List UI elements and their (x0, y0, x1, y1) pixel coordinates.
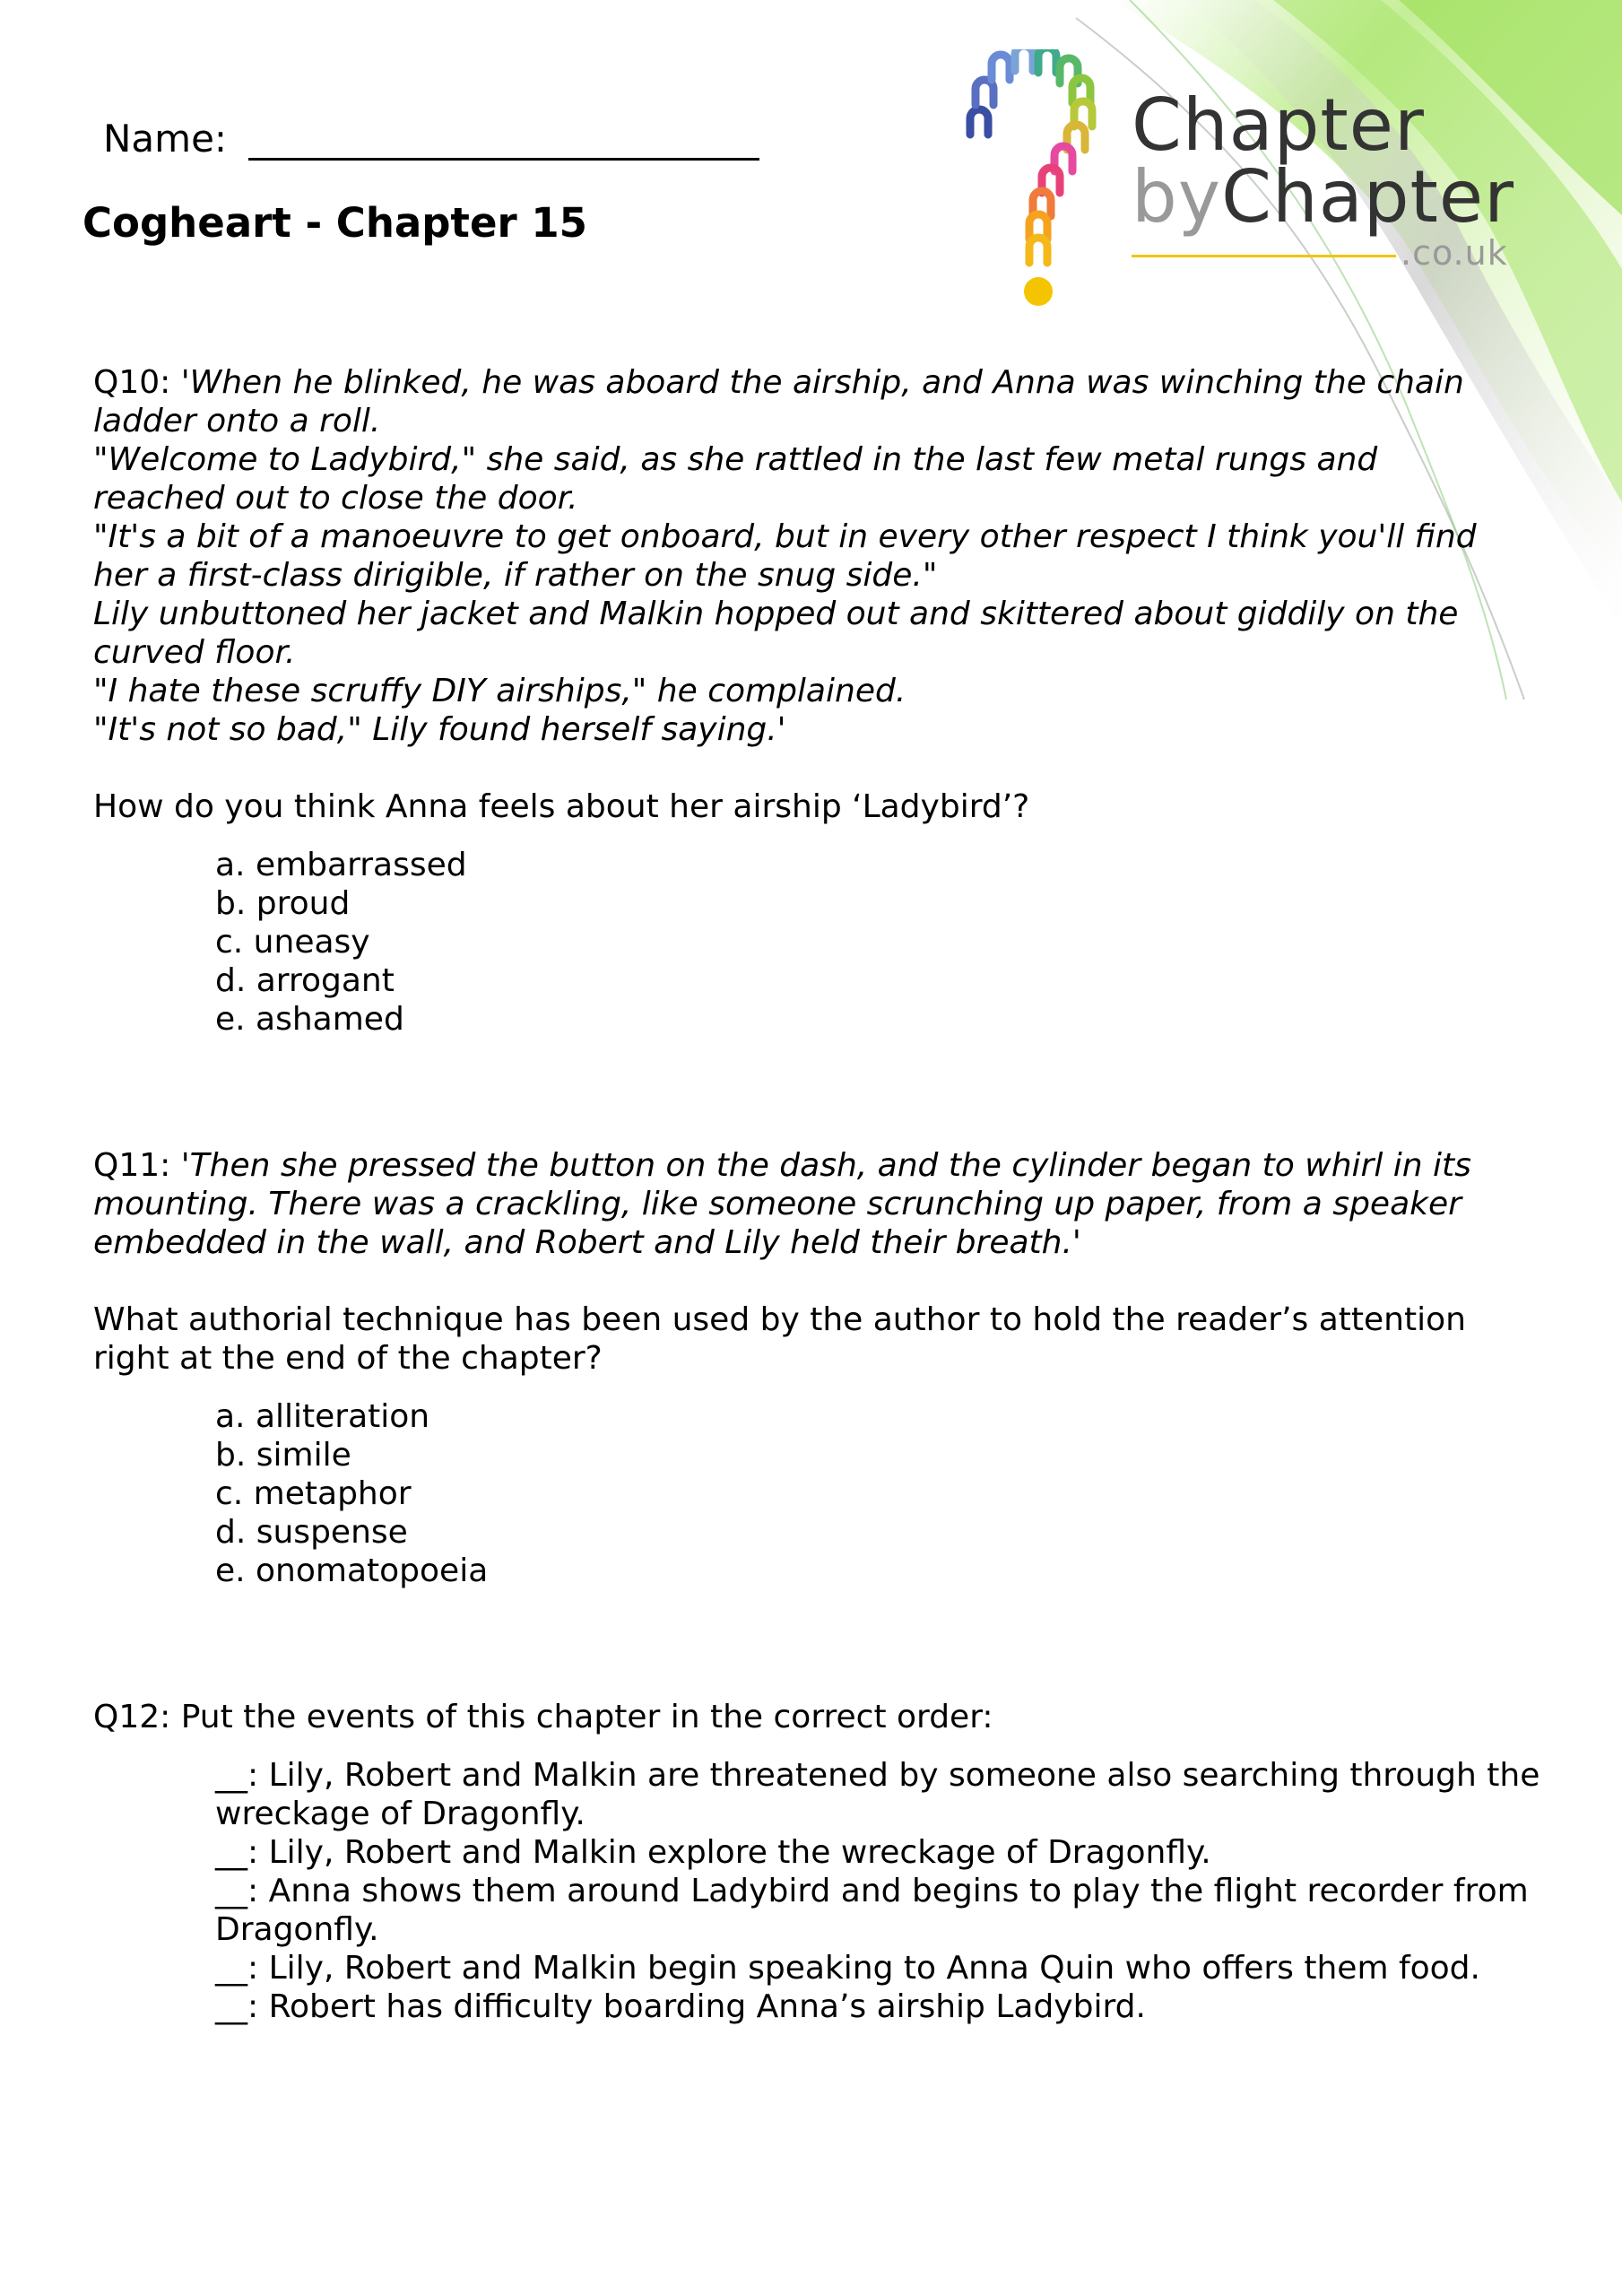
q11-option[interactable]: c. metaphor (215, 1475, 412, 1512)
q11-quote-line (93, 1146, 1528, 1185)
q10-quote-text: 'When he blinked, he was aboard the airship, and Anna was winching the chain (180, 364, 1464, 401)
q11-option[interactable]: b. simile (215, 1437, 351, 1474)
q10-options (215, 846, 1528, 1039)
q11-option[interactable]: d. suspense (215, 1514, 408, 1551)
question-q12 (93, 1698, 1540, 2026)
brand-underline (1132, 255, 1396, 257)
q11-option[interactable]: e. onomatopoeia (215, 1552, 489, 1589)
q10-quote-text: "I hate these scruffy DIY airships," he complained. (93, 673, 906, 709)
q12-events (215, 1756, 1587, 2026)
name-blank-line[interactable] (248, 118, 759, 161)
q11-option[interactable]: a. alliteration (215, 1398, 430, 1435)
question-q10 (93, 363, 1528, 1039)
q10-quote-line (93, 363, 1528, 402)
q12-prompt: Q12: Put the events of this chapter in the correct order: (93, 1699, 993, 1735)
q12-event[interactable]: __: Anna shows them around Ladybird and begins to play the flight recorder from Dragonfly. (215, 1873, 1529, 1948)
q10-quote-text: "It's not so bad," Lily found herself saying.' (93, 711, 786, 748)
q10-quote-text: curved floor. (93, 634, 296, 671)
q11-prompt: What authorial technique has been used by the author to hold the reader’s attention (93, 1301, 1466, 1338)
brand-logo (1132, 83, 1514, 273)
q10-prompt: How do you think Anna feels about her airship ‘Ladybird’? (93, 788, 1030, 825)
logo-question-mark-icon (959, 49, 1130, 309)
q11-number: Q11: (93, 1147, 171, 1184)
q10-quote-text: "It's a bit of a manoeuvre to get onboard, but in every other respect I think you'll find (93, 518, 1477, 555)
worksheet-content (93, 363, 1540, 2026)
brand-line-1: Chapter (1132, 83, 1425, 167)
question-q11 (93, 1146, 1528, 1590)
q11-quote-text: mounting. There was a crackling, like someone scrunching up paper, from a speaker (93, 1186, 1462, 1222)
q10-quote-text: Lily unbuttoned her jacket and Malkin hopped out and skittered about giddily on the (93, 596, 1459, 632)
brand-suffix: .co.uk (1401, 233, 1508, 273)
q10-option[interactable]: b. proud (215, 885, 351, 922)
q10-quote-text: ladder onto a roll. (93, 403, 381, 439)
q10-number: Q10: (93, 364, 171, 401)
q12-event[interactable]: __: Lily, Robert and Malkin are threatened by someone also searching through the wreckage of Dragonfly. (215, 1757, 1540, 1832)
q10-option[interactable]: c. uneasy (215, 924, 370, 961)
q11-quote-text: embedded in the wall, and Robert and Lily held their breath.' (93, 1224, 1081, 1261)
q10-quote-text: "Welcome to Ladybird," she said, as she rattled in the last few metal rungs and (93, 441, 1378, 478)
brand-chapter: Chapter (1221, 155, 1514, 239)
page-title: Cogheart - Chapter 15 (82, 199, 587, 247)
q10-quote-text: reached out to close the door. (93, 480, 578, 517)
brand-by: by (1132, 155, 1222, 239)
q10-option[interactable]: e. ashamed (215, 1001, 404, 1038)
name-field-row (103, 117, 759, 161)
q11-options (215, 1397, 1528, 1590)
q10-quote-text: her a first-class dirigible, if rather on the snug side." (93, 557, 938, 594)
q10-option[interactable]: d. arrogant (215, 962, 395, 999)
q12-event[interactable]: __: Lily, Robert and Malkin explore the wreckage of Dragonfly. (215, 1834, 1211, 1871)
q12-event[interactable]: __: Lily, Robert and Malkin begin speaking to Anna Quin who offers them food. (215, 1950, 1480, 1987)
name-label: Name: (103, 117, 228, 161)
q11-quote-text: 'Then she pressed the button on the dash, and the cylinder began to whirl in its (180, 1147, 1471, 1184)
q12-event[interactable]: __: Robert has difficulty boarding Anna’s airship Ladybird. (215, 1988, 1146, 2025)
q10-option[interactable]: a. embarrassed (215, 847, 467, 883)
q11-prompt: right at the end of the chapter? (93, 1340, 603, 1377)
brand-line-2 (1132, 155, 1514, 239)
